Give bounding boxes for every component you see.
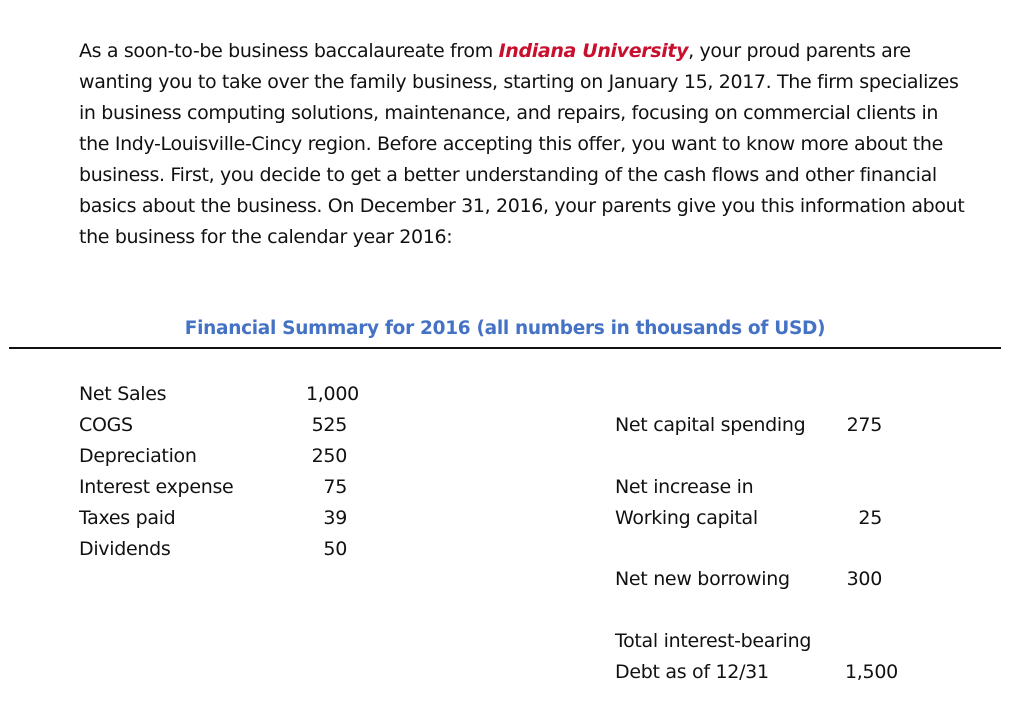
net-sales-value: 1,000	[306, 383, 359, 405]
intro-line-4: the Indy-Louisville-Cincy region. Before accepting this offer, you want to know more about the	[79, 133, 943, 155]
university-name: Indiana University	[498, 40, 689, 62]
total-debt-label-line1: Total interest-bearing	[615, 630, 812, 652]
taxes-paid-label: Taxes paid	[79, 507, 176, 529]
total-debt-value: 1,500	[845, 661, 898, 683]
cogs-value: 525	[311, 414, 347, 436]
working-capital-label-line2: Working capital	[615, 507, 758, 529]
net-capital-spending-value: 275	[846, 414, 882, 436]
dividends-value: 50	[323, 538, 347, 560]
net-capital-spending-label: Net capital spending	[615, 414, 806, 436]
intro-line-1-start: As a soon-to-be business baccalaureate from	[79, 40, 499, 62]
working-capital-value: 25	[858, 507, 882, 529]
total-debt-label-line2: Debt as of 12/31	[615, 661, 769, 683]
intro-line-6: basics about the business. On December 31, 2016, your parents give you this information about	[79, 195, 965, 217]
intro-line-1	[79, 36, 1014, 67]
summary-title: Financial Summary for 2016 (all numbers in thousands of USD)	[184, 318, 826, 339]
net-new-borrowing-value: 300	[846, 568, 882, 590]
taxes-paid-value: 39	[323, 507, 347, 529]
intro-paragraph	[79, 36, 1014, 253]
cogs-label: COGS	[79, 414, 133, 436]
intro-line-3: in business computing solutions, maintenance, and repairs, focusing on commercial clients in	[79, 102, 939, 124]
net-sales-label: Net Sales	[79, 383, 167, 405]
intro-line-5: business. First, you decide to get a better understanding of the cash flows and other financial	[79, 164, 937, 186]
summary-divider	[9, 347, 1001, 349]
intro-line-7: the business for the calendar year 2016:	[79, 226, 453, 248]
interest-expense-label: Interest expense	[79, 476, 234, 498]
depreciation-value: 250	[311, 445, 347, 467]
net-new-borrowing-label: Net new borrowing	[615, 568, 790, 590]
interest-expense-value: 75	[323, 476, 347, 498]
working-capital-label-line1: Net increase in	[615, 476, 754, 498]
intro-line-1-end: , your proud parents are	[688, 40, 911, 62]
dividends-label: Dividends	[79, 538, 171, 560]
depreciation-label: Depreciation	[79, 445, 197, 467]
intro-line-2: wanting you to take over the family business, starting on January 15, 2017. The firm specializes	[79, 71, 959, 93]
